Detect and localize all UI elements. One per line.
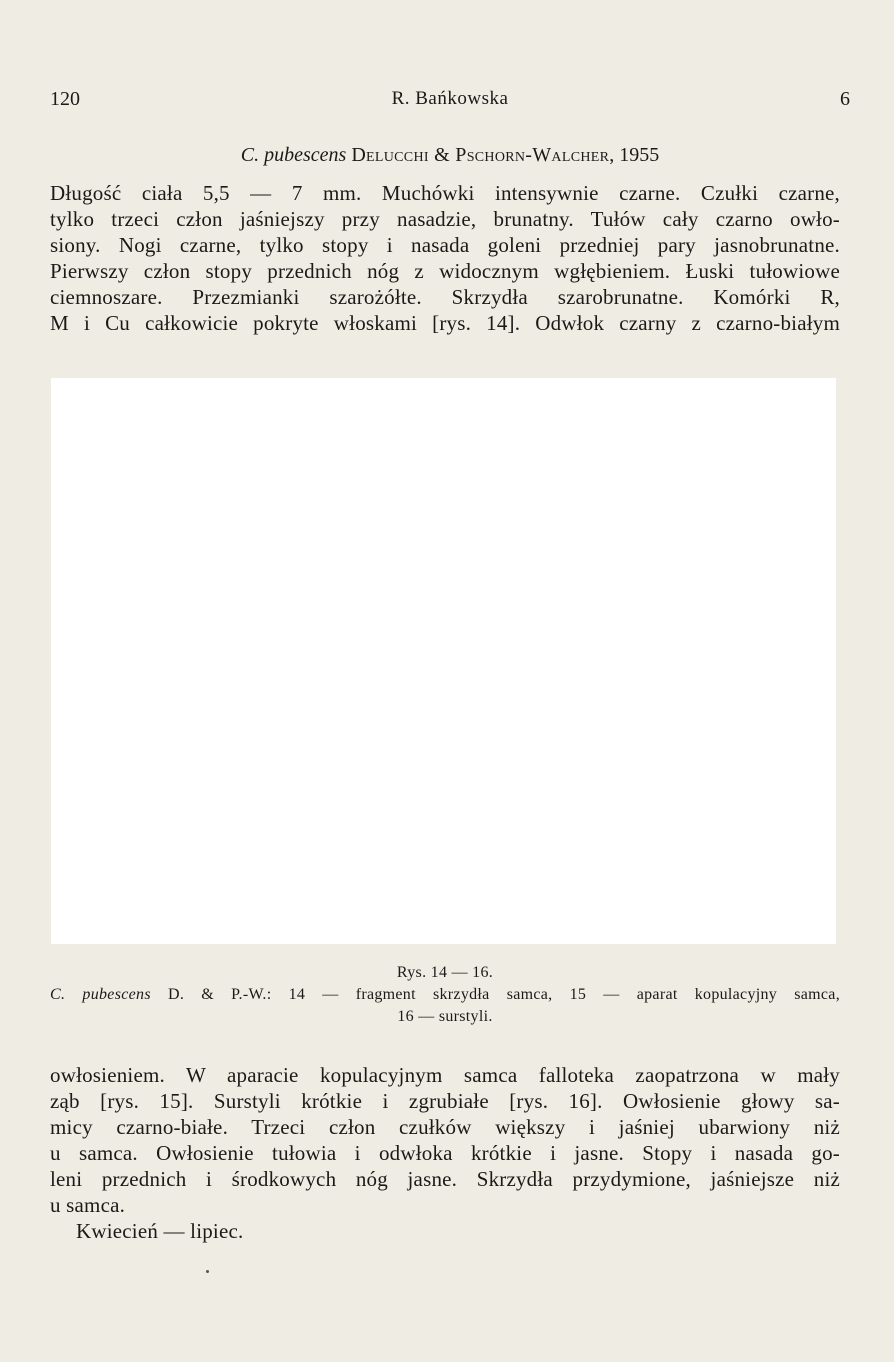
caption-species: C. pubescens [50, 986, 151, 1003]
continuation-line: u samca. Owłosienie tułowia i odwłoka krótkie i jasne. Stopy i nasada go- [50, 1141, 840, 1165]
caption-line: 16 — surstyli. [397, 1008, 493, 1025]
description-line: tylko trzeci człon jaśniejszy przy nasadzie, brunatny. Tułów cały czarno owło- [50, 207, 840, 231]
caption-title: Rys. 14 — 16. [396, 964, 494, 981]
description-line: Pierwszy człon stopy przednich nóg z widocznym wgłębieniem. Łuski tułowiowe [50, 259, 840, 283]
species-name: C. pubescens [240, 144, 347, 166]
caption-line-text: D. & P.-W.: 14 — fragment skrzydła samca, 15 — aparat kopulacyjny samca, [150, 986, 841, 1003]
description-line: ciemnoszare. Przezmianki szarożółte. Skrzydła szarobrunatne. Komórki R, [50, 285, 840, 309]
species-authors: Delucchi & Pschorn-Walcher [351, 144, 610, 166]
section-number: 6 [840, 88, 850, 110]
figure-caption [50, 962, 840, 1028]
figure-placeholder [51, 378, 836, 944]
flight-period: Kwiecień — lipiec. [76, 1219, 244, 1243]
description-line: Długość ciała 5,5 — 7 mm. Muchówki intensywnie czarne. Czułki czarne, [50, 181, 840, 205]
continuation-line: micy czarno-białe. Trzeci człon czułków większy i jaśniej ubarwiony niż [50, 1115, 840, 1139]
continuation-line: leni przednich i środkowych nóg jasne. Skrzydła przydymione, jaśniejsze niż [50, 1167, 840, 1191]
continuation-line: ząb [rys. 15]. Surstyli krótkie i zgrubiałe [rys. 16]. Owłosienie głowy sa- [50, 1089, 840, 1113]
continuation-paragraph [50, 1062, 840, 1244]
continuation-line: owłosieniem. W aparacie kopulacyjnym samca falloteka zaopatrzona w mały [50, 1063, 840, 1087]
running-head-author: R. Bańkowska [391, 88, 509, 109]
description-paragraph [50, 180, 840, 336]
description-line: siony. Nogi czarne, tylko stopy i nasada goleni przedniej pary jasnobrunatne. [50, 233, 840, 257]
description-line: M i Cu całkowicie pokryte włoskami [rys. 14]. Odwłok czarny z czarno-białym [50, 311, 840, 335]
continuation-line: u samca. [50, 1193, 126, 1217]
page-number: 120 [50, 88, 80, 110]
running-header [50, 88, 850, 116]
caption-line [50, 984, 840, 1006]
species-year: , 1955 [609, 144, 660, 166]
speck-mark [206, 1270, 209, 1273]
species-heading [50, 144, 850, 167]
